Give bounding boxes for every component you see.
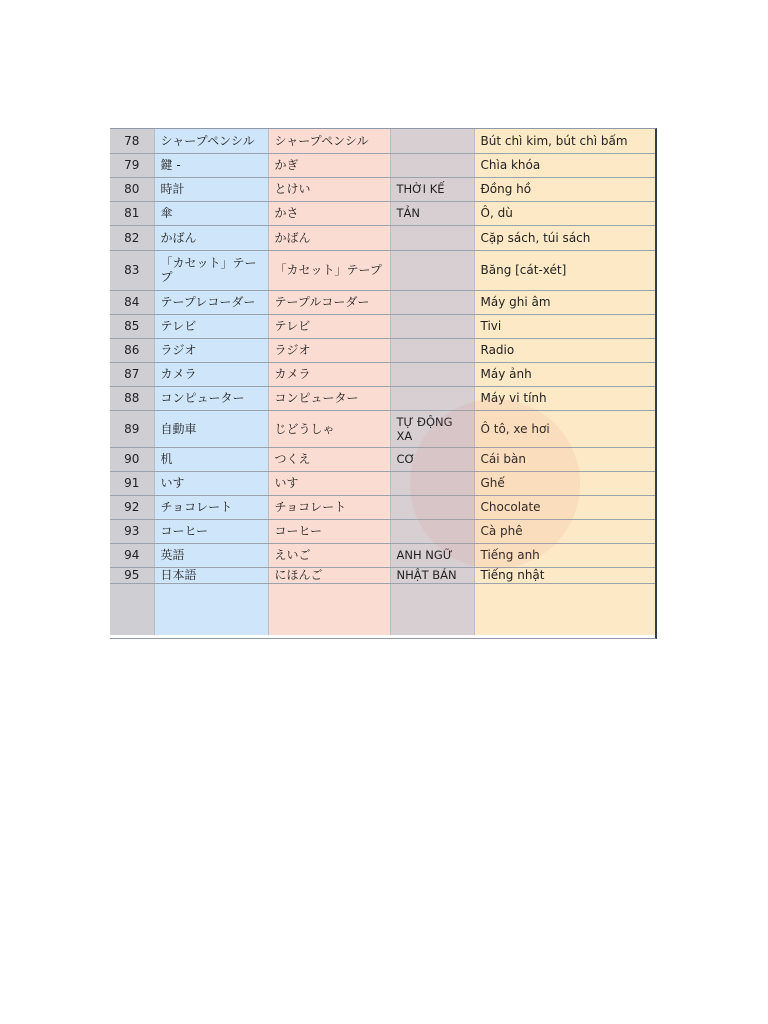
table-row bbox=[110, 153, 655, 177]
hanviet-cell bbox=[390, 290, 474, 314]
kanji-cell: 机 bbox=[154, 447, 268, 471]
table-row bbox=[110, 567, 655, 583]
row-number: 92 bbox=[110, 495, 154, 519]
kana-cell: とけい bbox=[268, 177, 390, 201]
table-row bbox=[110, 129, 655, 153]
hanviet-cell bbox=[390, 314, 474, 338]
vietnamese-meaning-cell: Ô, dù bbox=[474, 201, 655, 225]
row-number: 91 bbox=[110, 471, 154, 495]
vietnamese-meaning-cell: Cà phê bbox=[474, 519, 655, 543]
kanji-cell: ラジオ bbox=[154, 338, 268, 362]
hanviet-cell bbox=[390, 250, 474, 290]
empty-cell bbox=[268, 583, 390, 635]
empty-cell bbox=[154, 583, 268, 635]
kana-cell: かさ bbox=[268, 201, 390, 225]
hanviet-cell: TẢN bbox=[390, 201, 474, 225]
table-row bbox=[110, 201, 655, 225]
empty-cell bbox=[474, 583, 655, 635]
empty-table-row bbox=[110, 583, 655, 635]
table-row bbox=[110, 177, 655, 201]
row-number: 88 bbox=[110, 386, 154, 410]
table-row bbox=[110, 290, 655, 314]
kanji-cell: コンピューター bbox=[154, 386, 268, 410]
kana-cell: えいご bbox=[268, 543, 390, 567]
kana-cell: コンピューター bbox=[268, 386, 390, 410]
kanji-cell: コーヒー bbox=[154, 519, 268, 543]
kana-cell: いす bbox=[268, 471, 390, 495]
vietnamese-meaning-cell: Tivi bbox=[474, 314, 655, 338]
kana-cell: シャープペンシル bbox=[268, 129, 390, 153]
row-number: 80 bbox=[110, 177, 154, 201]
kanji-cell: いす bbox=[154, 471, 268, 495]
table-row bbox=[110, 362, 655, 386]
row-number: 89 bbox=[110, 410, 154, 447]
hanviet-cell: TỰ ĐỘNG XA bbox=[390, 410, 474, 447]
kana-cell: かぎ bbox=[268, 153, 390, 177]
vietnamese-meaning-cell: Tiếng nhật bbox=[474, 567, 655, 583]
hanviet-cell bbox=[390, 471, 474, 495]
vietnamese-meaning-cell: Cái bàn bbox=[474, 447, 655, 471]
kana-cell: じどうしゃ bbox=[268, 410, 390, 447]
kana-cell: かばん bbox=[268, 225, 390, 250]
row-number: 78 bbox=[110, 129, 154, 153]
kanji-cell: テレビ bbox=[154, 314, 268, 338]
empty-cell bbox=[390, 583, 474, 635]
hanviet-cell: THỜI KẾ bbox=[390, 177, 474, 201]
table-row bbox=[110, 314, 655, 338]
empty-cell bbox=[110, 583, 154, 635]
kanji-cell: 日本語 bbox=[154, 567, 268, 583]
row-number: 90 bbox=[110, 447, 154, 471]
vietnamese-meaning-cell: Ghế bbox=[474, 471, 655, 495]
kana-cell: チョコレート bbox=[268, 495, 390, 519]
vocabulary-table-page bbox=[110, 128, 657, 639]
table-row bbox=[110, 495, 655, 519]
table-row bbox=[110, 447, 655, 471]
hanviet-cell bbox=[390, 129, 474, 153]
vietnamese-meaning-cell: Chocolate bbox=[474, 495, 655, 519]
row-number: 93 bbox=[110, 519, 154, 543]
kana-cell: 「カセット」テープ bbox=[268, 250, 390, 290]
hanviet-cell: CƠ bbox=[390, 447, 474, 471]
table-row bbox=[110, 225, 655, 250]
row-number: 94 bbox=[110, 543, 154, 567]
vietnamese-meaning-cell: Máy ghi âm bbox=[474, 290, 655, 314]
vocabulary-table-body bbox=[110, 129, 655, 635]
kanji-cell: テープレコーダー bbox=[154, 290, 268, 314]
kana-cell: コーヒー bbox=[268, 519, 390, 543]
kana-cell: カメラ bbox=[268, 362, 390, 386]
kanji-cell: 傘 bbox=[154, 201, 268, 225]
vietnamese-meaning-cell: Tiếng anh bbox=[474, 543, 655, 567]
kana-cell: にほんご bbox=[268, 567, 390, 583]
vietnamese-meaning-cell: Chìa khóa bbox=[474, 153, 655, 177]
hanviet-cell: ANH NGỮ bbox=[390, 543, 474, 567]
kanji-cell: 鍵 - bbox=[154, 153, 268, 177]
vietnamese-meaning-cell: Ô tô, xe hơi bbox=[474, 410, 655, 447]
vietnamese-meaning-cell: Đồng hồ bbox=[474, 177, 655, 201]
row-number: 79 bbox=[110, 153, 154, 177]
hanviet-cell bbox=[390, 338, 474, 362]
vietnamese-meaning-cell: Băng [cát-xét] bbox=[474, 250, 655, 290]
kanji-cell: 英語 bbox=[154, 543, 268, 567]
row-number: 86 bbox=[110, 338, 154, 362]
vietnamese-meaning-cell: Cặp sách, túi sách bbox=[474, 225, 655, 250]
vietnamese-meaning-cell: Máy ảnh bbox=[474, 362, 655, 386]
hanviet-cell: NHẬT BẢN bbox=[390, 567, 474, 583]
hanviet-cell bbox=[390, 153, 474, 177]
vocabulary-table bbox=[110, 129, 656, 635]
hanviet-cell bbox=[390, 495, 474, 519]
row-number: 82 bbox=[110, 225, 154, 250]
table-row bbox=[110, 386, 655, 410]
kanji-cell: 時計 bbox=[154, 177, 268, 201]
vietnamese-meaning-cell: Radio bbox=[474, 338, 655, 362]
hanviet-cell bbox=[390, 386, 474, 410]
kana-cell: テープルコーダー bbox=[268, 290, 390, 314]
row-number: 95 bbox=[110, 567, 154, 583]
row-number: 81 bbox=[110, 201, 154, 225]
kanji-cell: 「カセット」テープ bbox=[154, 250, 268, 290]
table-row bbox=[110, 471, 655, 495]
kana-cell: ラジオ bbox=[268, 338, 390, 362]
row-number: 87 bbox=[110, 362, 154, 386]
table-row bbox=[110, 338, 655, 362]
kana-cell: つくえ bbox=[268, 447, 390, 471]
kanji-cell: チョコレート bbox=[154, 495, 268, 519]
vietnamese-meaning-cell: Máy vi tính bbox=[474, 386, 655, 410]
kana-cell: テレビ bbox=[268, 314, 390, 338]
row-number: 85 bbox=[110, 314, 154, 338]
table-row bbox=[110, 410, 655, 447]
kanji-cell: シャープペンシル bbox=[154, 129, 268, 153]
table-row bbox=[110, 543, 655, 567]
kanji-cell: 自動車 bbox=[154, 410, 268, 447]
kanji-cell: かばん bbox=[154, 225, 268, 250]
hanviet-cell bbox=[390, 519, 474, 543]
hanviet-cell bbox=[390, 362, 474, 386]
row-number: 84 bbox=[110, 290, 154, 314]
table-row bbox=[110, 519, 655, 543]
table-row bbox=[110, 250, 655, 290]
vietnamese-meaning-cell: Bút chì kim, bút chì bấm bbox=[474, 129, 655, 153]
kanji-cell: カメラ bbox=[154, 362, 268, 386]
hanviet-cell bbox=[390, 225, 474, 250]
row-number: 83 bbox=[110, 250, 154, 290]
